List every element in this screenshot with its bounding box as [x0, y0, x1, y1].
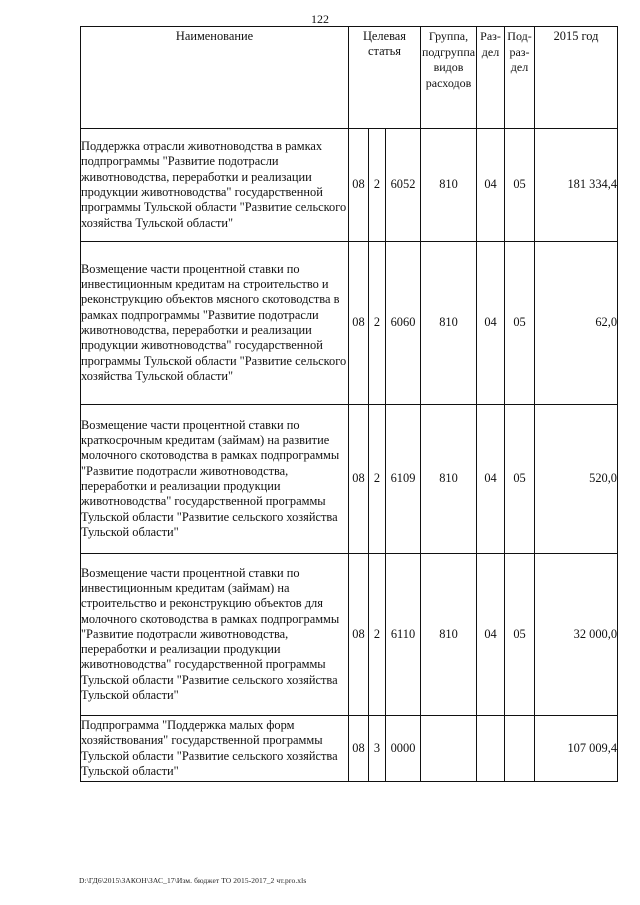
row-name: Возмещение части процентной ставки по инвестиционным кредитам (займам) на строительство и реконструкцию объектов для молочного скотоводства в рамках подпрограммы "Развитие подотрасли животноводства, переработки и реализации продукции животноводства" государственной программы Тульской области "Развитие сельского хозяйства Тульской области" — [81, 554, 349, 716]
table-row — [81, 554, 618, 716]
row-target-code-3: 6109 — [386, 405, 421, 554]
row-target-code-1: 08 — [349, 716, 369, 782]
row-target-code-2: 2 — [369, 129, 386, 242]
row-target-code-3: 6110 — [386, 554, 421, 716]
row-expense-group: 810 — [421, 129, 477, 242]
row-subsection: 05 — [505, 554, 535, 716]
row-name: Возмещение части процентной ставки по краткосрочным кредитам (займам) на развитие молочного скотоводства в рамках подпрограммы "Развитие подотрасли животноводства, переработки и реализации продукции животноводства" государственной программы Тульской области "Развитие сельского хозяйства Тульской области" — [81, 405, 349, 554]
row-target-code-3: 0000 — [386, 716, 421, 782]
row-target-code-1: 08 — [349, 405, 369, 554]
row-section: 04 — [477, 554, 505, 716]
row-expense-group: 810 — [421, 405, 477, 554]
file-path-footer: D:\ГД6\2015\ЗАКОН\ЗАС_17\Изм. бюджет ТО 2015-2017_2 чт.pro.xls — [79, 876, 307, 885]
row-expense-group: 810 — [421, 242, 477, 405]
table-row — [81, 129, 618, 242]
row-amount: 62,0 — [535, 242, 618, 405]
header-name: Наименование — [81, 27, 349, 129]
row-subsection — [505, 716, 535, 782]
header-subsection: Под-раз-дел — [505, 27, 535, 129]
row-name: Подпрограмма "Поддержка малых форм хозяйствования" государственной программы Тульской области "Развитие сельского хозяйства Тульской области" — [81, 716, 349, 782]
row-name: Поддержка отрасли животноводства в рамках подпрограммы "Развитие подотрасли животноводства, переработки и реализации продукции животноводства" государственной программы Тульской области "Развитие сельского хозяйства Тульской области" — [81, 129, 349, 242]
row-amount: 32 000,0 — [535, 554, 618, 716]
row-subsection: 05 — [505, 129, 535, 242]
table-row — [81, 716, 618, 782]
row-target-code-3: 6060 — [386, 242, 421, 405]
row-target-code-2: 2 — [369, 405, 386, 554]
row-target-code-2: 2 — [369, 242, 386, 405]
header-expense-group: Группа, подгруппа видов расходов — [421, 27, 477, 129]
row-subsection: 05 — [505, 242, 535, 405]
row-target-code-1: 08 — [349, 129, 369, 242]
row-target-code-2: 2 — [369, 554, 386, 716]
header-section: Раз-дел — [477, 27, 505, 129]
row-name: Возмещение части процентной ставки по инвестиционным кредитам на строительство и реконструкцию объектов мясного скотоводства в рамках подпрограммы "Развитие подотрасли животноводства, переработки и реализации продукции животноводства" государственной программы Тульской области "Развитие сельского хозяйства Тульской области" — [81, 242, 349, 405]
row-section: 04 — [477, 129, 505, 242]
row-amount: 107 009,4 — [535, 716, 618, 782]
row-subsection: 05 — [505, 405, 535, 554]
row-target-code-1: 08 — [349, 242, 369, 405]
header-target-article: Целевая статья — [349, 27, 421, 129]
page-number: 122 — [311, 12, 329, 26]
row-expense-group — [421, 716, 477, 782]
row-section: 04 — [477, 405, 505, 554]
row-target-code-1: 08 — [349, 554, 369, 716]
table-row — [81, 242, 618, 405]
header-year: 2015 год — [535, 27, 618, 129]
row-section: 04 — [477, 242, 505, 405]
row-target-code-3: 6052 — [386, 129, 421, 242]
table-header-row — [81, 27, 618, 129]
budget-table — [80, 26, 618, 782]
row-section — [477, 716, 505, 782]
table-row — [81, 405, 618, 554]
row-amount: 181 334,4 — [535, 129, 618, 242]
row-amount: 520,0 — [535, 405, 618, 554]
row-target-code-2: 3 — [369, 716, 386, 782]
row-expense-group: 810 — [421, 554, 477, 716]
